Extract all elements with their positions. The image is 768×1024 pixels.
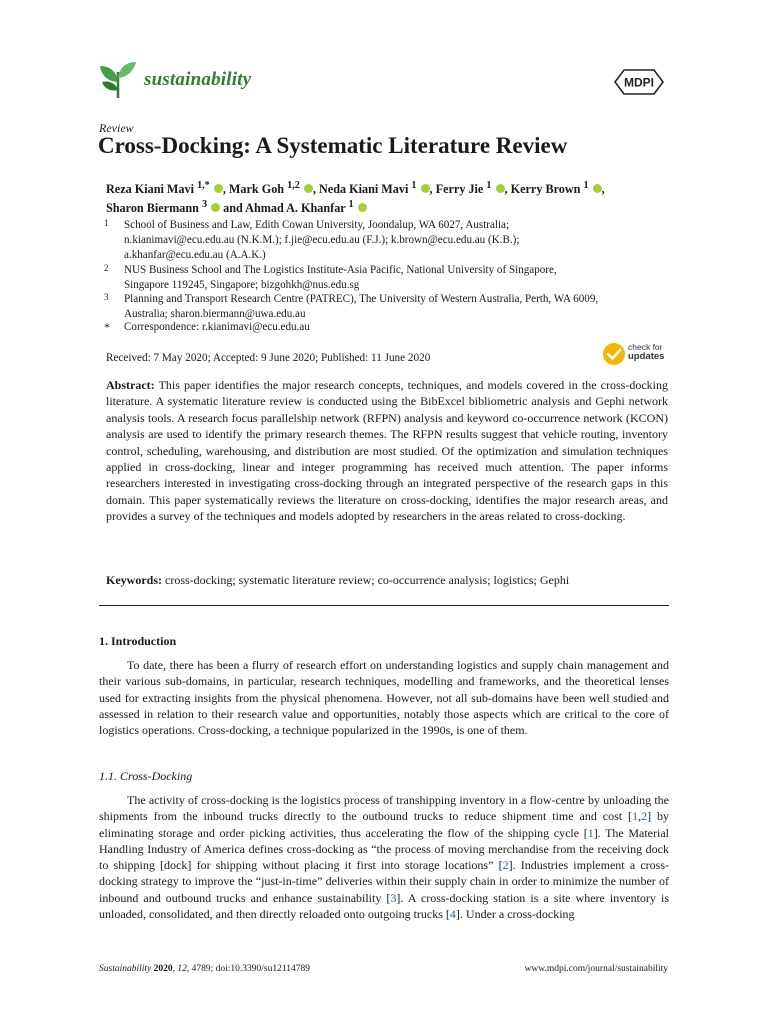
- author-affiliation-number: 1: [486, 180, 492, 191]
- abstract-label: Abstract:: [106, 378, 155, 392]
- author-affiliation-number: 1,*: [197, 180, 210, 191]
- footer-year: 2020: [153, 964, 173, 974]
- author-name[interactable]: Ahmad A. Khanfar: [245, 201, 346, 216]
- footer-journal: Sustainability: [99, 964, 152, 974]
- leaf-icon: [96, 58, 140, 102]
- orcid-icon[interactable]: [211, 203, 220, 212]
- author-affiliation-number: 1,2: [287, 180, 300, 191]
- footer-volume: 12: [177, 964, 187, 974]
- author-name[interactable]: Reza Kiani Mavi: [106, 182, 195, 197]
- footer-citation: Sustainability 2020, 12, 4789; doi:10.3390/su12114789: [99, 964, 311, 974]
- author-name[interactable]: Sharon Biermann: [106, 201, 199, 216]
- orcid-icon[interactable]: [214, 184, 223, 193]
- divider: [99, 605, 669, 606]
- orcid-icon[interactable]: [593, 184, 602, 193]
- author-affiliation-number: 1: [583, 180, 589, 191]
- footer-url[interactable]: www.mdpi.com/journal/sustainability: [524, 964, 668, 974]
- paragraph: To date, there has been a flurry of research effort on understanding logistics and supply chain management and their various sub-domains, in particular, research techniques, modelling and frameworks, and the theoretical lenses used for extracting insights from the physical phenomena. However, not all sub-domains have been well studied and assessed in relation to their research value and opportunities, notably those aspects which are critical to the core of logistics operations. Cross-docking, a technique popularized in the 1990s, is one of them.: [99, 658, 669, 738]
- subsection-heading: 1.1. Cross-Docking: [99, 769, 193, 783]
- section-heading: 1. Introduction: [99, 634, 177, 648]
- citation-link[interactable]: 4: [449, 907, 456, 922]
- orcid-icon[interactable]: [304, 184, 313, 193]
- keywords: [106, 572, 668, 588]
- orcid-icon[interactable]: [496, 184, 505, 193]
- publication-dates: Received: 7 May 2020; Accepted: 9 June 2020; Published: 11 June 2020: [106, 352, 431, 364]
- keywords-label: Keywords:: [106, 573, 162, 587]
- article-type: Review: [99, 121, 134, 135]
- badge-line-1: check for: [628, 342, 663, 352]
- author-name[interactable]: Kerry Brown: [510, 182, 581, 197]
- orcid-icon[interactable]: [421, 184, 430, 193]
- author-affiliation-number: 3: [201, 199, 208, 211]
- journal-name: sustainability: [144, 69, 252, 90]
- footer-doi: , 4789; doi:10.3390/su12114789: [186, 964, 311, 974]
- abstract: [106, 377, 668, 525]
- citation-link[interactable]: 2: [641, 809, 648, 824]
- keywords-text: cross-docking; systematic literature review; co-occurrence analysis; logistics; Gephi: [165, 573, 570, 587]
- journal-logo: [96, 58, 276, 102]
- abstract-text: This paper identifies the major research concepts, techniques, and models covered in the cross-docking literature. A systematic literature review is conducted using the BibExcel bibliometric analysis and Gephi network analysis tools. A research focus parallelship network (RFPN) analysis and keyword co-occurrence network (KCON) analysis are used to identify the primary research themes. The RFPN results suggest that vehicle routing, inventory control, scheduling, warehousing, and distribution are most studied. Of the optimization and simulation techniques applied in cross-docking, linear and integer programming has received much attention. The paper informs researchers interested in investigating cross-docking through an integrated perspective of the research gaps in this domain. This paper systematically reviews the literature on cross-docking, identifies the major research areas, and provides a survey of the techniques and models adopted by researchers in the areas related to cross-docking.: [106, 378, 668, 524]
- check-for-updates-badge[interactable]: [602, 340, 672, 368]
- author-affiliation-number: 1: [348, 199, 354, 211]
- author-affiliation-number: 1: [411, 180, 417, 191]
- author-name[interactable]: Neda Kiani Mavi: [318, 182, 409, 197]
- paragraph: The activity of cross-docking is the logistics process of transhipping inventory in a flow-centre by unloading the shipments from the inbound trucks directly to the outbound trucks to reduce shipment time and cost [1,2] by eliminating storage and order picking activities, thus accelerating the flow of the shipping cycle [1]. The Material Handling Industry of America defines cross-docking as “the process of moving merchandise from the receiving dock to shipping [dock] for shipping without placing it first into storage locations” [2]. Industries implement a cross-docking strategy to improve the “just-in-time” deliveries within their supply chain in order to minimize the number of inbound and outbound trucks and enhance sustainability [3]. A cross-docking station is a site where inventory is unloaded, consolidated, and then directly reloaded onto outgoing trucks [4]. Under a cross-docking: [99, 793, 670, 922]
- author-list: Reza Kiani Mavi $^{1,*}$ , Mark Goh $^{1,2}$ , Neda Kiani Mavi $^1$ , Ferry Jie $^1$ , Kerry Brown $^1$ , Sharon Biermann $^3$ and Ahmad A. Khanfar $^1$: [106, 180, 605, 216]
- citation-link[interactable]: 1: [587, 825, 594, 840]
- citation-link[interactable]: 2: [502, 858, 509, 873]
- citation-link[interactable]: 1: [632, 809, 639, 824]
- check-icon: [602, 342, 626, 366]
- publisher-logo: [610, 66, 668, 103]
- author-name[interactable]: Mark Goh: [228, 182, 285, 197]
- citation-link[interactable]: 3: [390, 890, 397, 905]
- orcid-icon[interactable]: [358, 203, 367, 212]
- publisher-name: MDPI: [624, 75, 654, 90]
- paper-title: Cross-Docking: A Systematic Literature Review: [98, 133, 568, 158]
- author-name[interactable]: Ferry Jie: [435, 182, 484, 197]
- badge-line-2: updates: [628, 351, 665, 362]
